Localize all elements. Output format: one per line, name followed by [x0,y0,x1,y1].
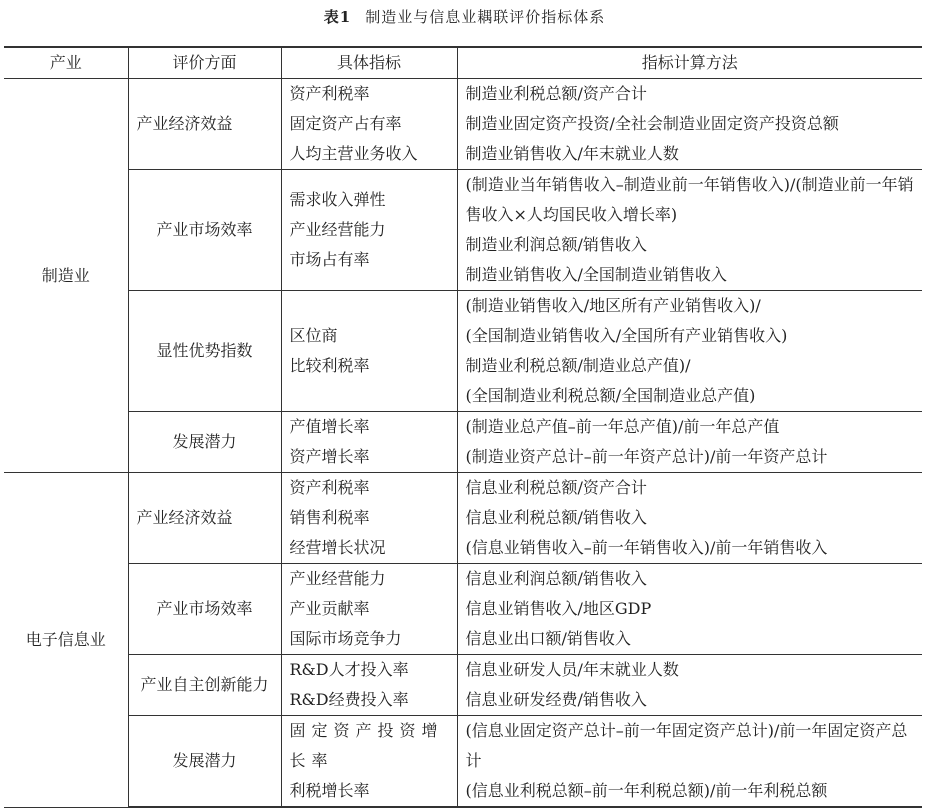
method-cell [457,716,922,808]
method-item: 信息业利税总额/销售收入 [465,508,647,527]
indicator-item: 产值增长率 [289,417,370,436]
header-indicator: 具体指标 [281,47,457,79]
indicator-item: 需求收入弹性 [289,190,386,209]
method-cell [457,412,922,473]
method-item: (信息业销售收入–前一年销售收入)/前一年销售收入 [465,538,828,557]
indicator-item: 资产利税率 [289,84,370,103]
aspect-cell: 产业自主创新能力 [128,655,281,716]
indicator-item: 资产增长率 [289,447,370,466]
indicator-cell [281,716,457,808]
method-item: (制造业资产总计–前一年资产总计)/前一年资产总计 [465,447,828,466]
table-row [4,655,922,716]
indicator-item: 产业经营能力 [289,569,386,588]
indicator-item: 区位商 [289,326,338,345]
indicator-cell [281,170,457,291]
method-item: 制造业固定资产投资/全社会制造业固定资产投资总额 [465,114,839,133]
indicator-item: 固定资产投资增长率 [289,721,444,770]
method-item: 信息业利润总额/销售收入 [465,569,647,588]
indicator-item: 销售利税率 [289,508,370,527]
table-row [4,564,922,655]
indicator-item: R&D经费投入率 [289,690,409,709]
aspect-cell: 产业经济效益 [128,79,281,170]
method-item: (全国制造业销售收入/全国所有产业销售收入) [465,326,788,345]
header-method: 指标计算方法 [457,47,922,79]
table-row [4,291,922,412]
table-caption [0,6,929,27]
industry-cell: 电子信息业 [4,473,128,808]
method-cell [457,291,922,412]
method-item: 制造业利税总额/制造业总产值)/ [465,356,691,375]
header-aspect: 评价方面 [128,47,281,79]
method-item: 信息业出口额/销售收入 [465,629,631,648]
aspect-cell: 产业市场效率 [128,170,281,291]
method-cell [457,564,922,655]
table-title: 制造业与信息业耦联评价指标体系 [365,8,606,26]
method-cell [457,170,922,291]
indicator-item: 市场占有率 [289,250,370,269]
indicator-cell [281,564,457,655]
indicator-item: 国际市场竞争力 [289,629,402,648]
indicator-table [4,46,922,808]
table-row [4,716,922,808]
method-item: (制造业销售收入/地区所有产业销售收入)/ [465,296,761,315]
industry-cell: 制造业 [4,79,128,473]
method-item: (信息业利税总额–前一年利税总额)/前一年利税总额 [465,781,828,800]
indicator-cell [281,79,457,170]
indicator-item: 产业经营能力 [289,220,386,239]
table-row [4,79,922,170]
indicator-item: 比较利税率 [289,356,370,375]
method-item: 制造业销售收入/全国制造业销售收入 [465,265,727,284]
aspect-cell: 产业经济效益 [128,473,281,564]
method-item: 信息业利税总额/资产合计 [465,478,647,497]
aspect-cell: 发展潜力 [128,716,281,808]
method-item: 信息业研发人员/年末就业人数 [465,660,679,679]
method-cell [457,79,922,170]
table-number: 表1 [323,8,352,26]
aspect-cell: 产业市场效率 [128,564,281,655]
method-item: (制造业当年销售收入–制造业前一年销售收入)/(制造业前一年销售收入×人均国民收入增长率) [465,175,914,224]
table-row [4,473,922,564]
method-item: 制造业销售收入/年末就业人数 [465,144,679,163]
indicator-item: 经营增长状况 [289,538,386,557]
method-cell [457,473,922,564]
method-item: 信息业销售收入/地区GDP [465,599,652,618]
method-cell [457,655,922,716]
indicator-cell [281,473,457,564]
method-item: 制造业利税总额/资产合计 [465,84,647,103]
indicator-item: R&D人才投入率 [289,660,409,679]
header-row [4,47,922,79]
method-item: (全国制造业利税总额/全国制造业总产值) [465,386,756,405]
indicator-cell [281,412,457,473]
indicator-item: 产业贡献率 [289,599,370,618]
indicator-item: 人均主营业务收入 [289,144,418,163]
indicator-item: 资产利税率 [289,478,370,497]
indicator-cell [281,655,457,716]
header-industry: 产业 [49,53,82,72]
table-row [4,412,922,473]
method-item: 制造业利润总额/销售收入 [465,235,647,254]
aspect-cell: 显性优势指数 [128,291,281,412]
table-row [4,170,922,291]
method-item: (制造业总产值–前一年总产值)/前一年总产值 [465,417,780,436]
aspect-cell: 发展潜力 [128,412,281,473]
indicator-item: 固定资产占有率 [289,114,402,133]
indicator-cell [281,291,457,412]
method-item: (信息业固定资产总计–前一年固定资产总计)/前一年固定资产总计 [465,721,908,770]
indicator-item: 利税增长率 [289,781,370,800]
method-item: 信息业研发经费/销售收入 [465,690,647,709]
